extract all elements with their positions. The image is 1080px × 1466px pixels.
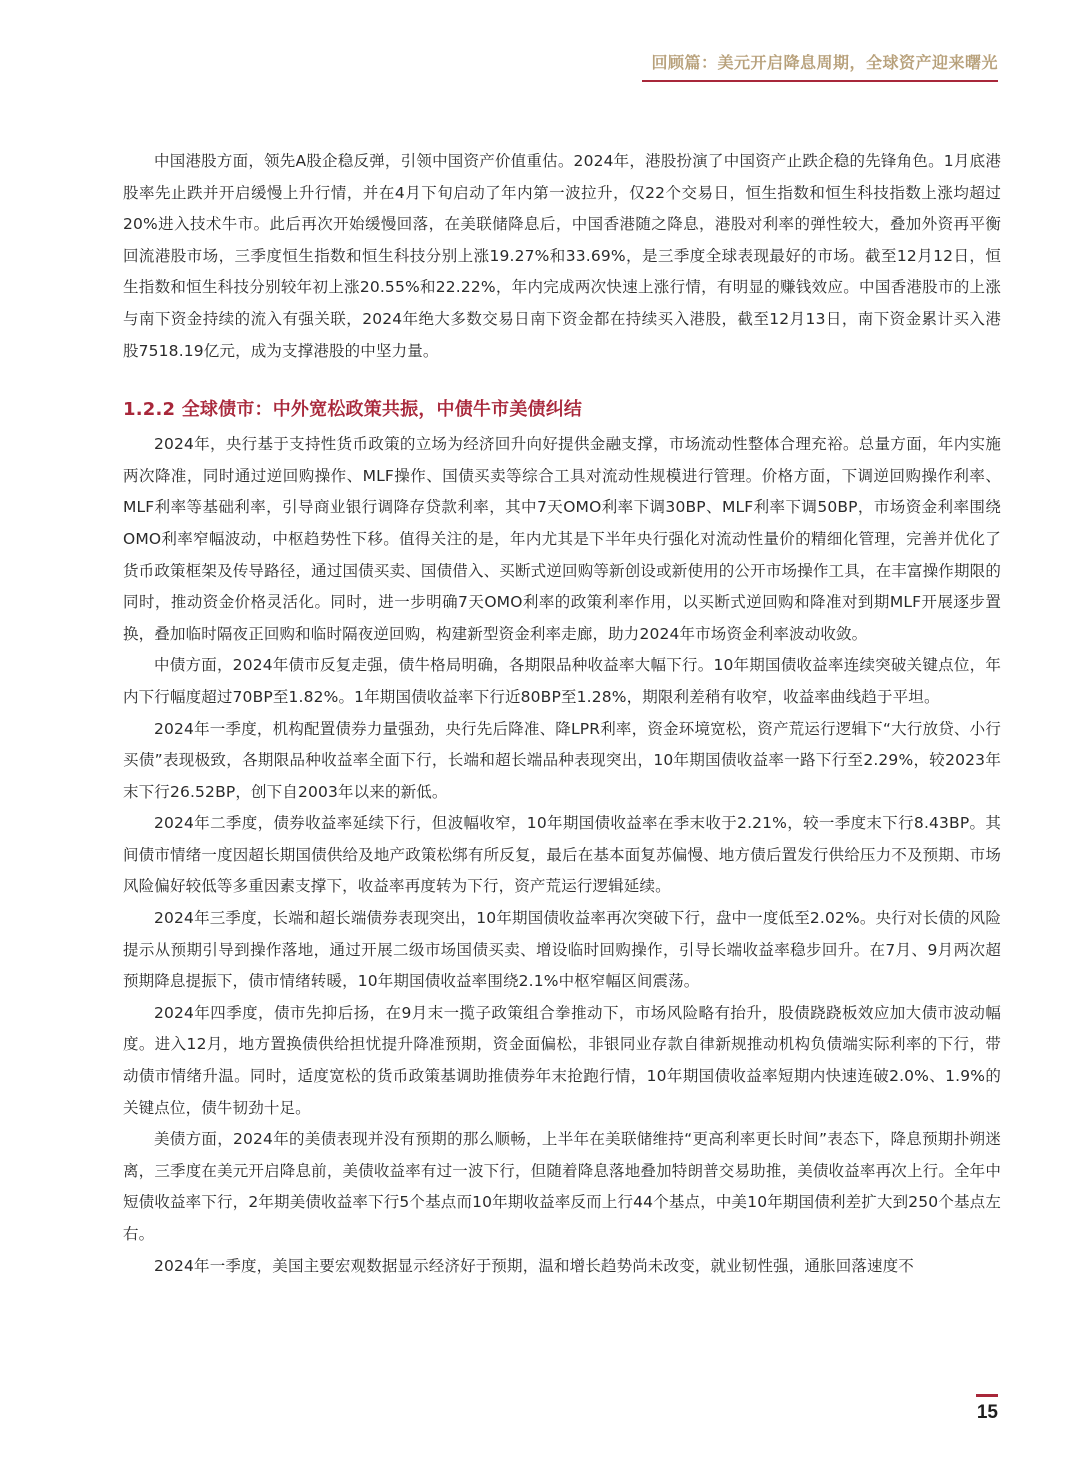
main-content <box>123 146 1001 1282</box>
paragraph-q1-2024: 2024年一季度，机构配置债券力量强劲，央行先后降准、降LPR利率，资金环境宽松，资产荒运行逻辑下“大行放贷、小行买债”表现极致，各期限品种收益率全面下行，长端和超长端品种表现突出，10年期国债收益率一路下行至2.29%，较2023年末下行26.52BP，创下自2003年以来的新低。 <box>123 719 1001 801</box>
paragraph-q2-2024: 2024年二季度，债券收益率延续下行，但波幅收窄，10年期国债收益率在季末收于2.21%，较一季度末下行8.43BP。其间债市情绪一度因超长期国债供给及地产政策松绑有所反复，最后在基本面复苏偏慢、地方债后置发行供给压力不及预期、市场风险偏好较低等多重因素支撑下，收益率再度转为下行，资产荒运行逻辑延续。 <box>123 814 1001 896</box>
paragraph-q3-2024: 2024年三季度，长端和超长端债券表现突出，10年期国债收益率再次突破下行，盘中一度低至2.02%。央行对长债的风险提示从预期引导到操作落地，通过开展二级市场国债买卖、增设临时回购操作，引导长端收益率稳步回升。在7月、9月两次超预期降息提振下，债市情绪转暖，10年期国债收益率围绕2.1%中枢窄幅区间震荡。 <box>123 909 1001 991</box>
header-title: 回顾篇：美元开启降息周期，全球资产迎来曙光 <box>651 53 998 72</box>
page-number-accent <box>976 1394 998 1397</box>
paragraph-china-bonds: 中债方面，2024年债市反复走强，债牛格局明确，各期限品种收益率大幅下行。10年期国债收益率连续突破关键点位，年内下行幅度超过70BP至1.82%。1年期国债收益率下行近80BP至1.28%，期限利差稍有收窄，收益率曲线趋于平坦。 <box>123 656 1001 706</box>
section-heading: 1.2.2 全球债市：中外宽松政策共振，中债牛市美债纠结 <box>123 399 583 421</box>
paragraph-us-treasuries: 美债方面，2024年的美债表现并没有预期的那么顺畅，上半年在美联储维持“更高利率更长时间”表态下，降息预期扑朔迷离，三季度在美元开启降息前，美债收益率有过一波下行，但随着降息落地叠加特朗普交易助推，美债收益率再次上行。全年中短债收益率下行，2年期美债收益率下行5个基点而10年期收益率反而上行44个基点，中美10年期国债利差扩大到250个基点左右。 <box>123 1130 1001 1243</box>
paragraph-us-q1-2024: 2024年一季度，美国主要宏观数据显示经济好于预期，温和增长趋势尚未改变，就业韧性强，通胀回落速度不 <box>154 1256 914 1275</box>
page-number: 15 <box>976 1402 998 1423</box>
paragraph-q4-2024: 2024年四季度，债市先抑后扬，在9月末一揽子政策组合拳推动下，市场风险略有抬升，股债跷跷板效应加大债市波动幅度。进入12月，地方置换债供给担忧提升降准预期，资金面偏松，非银同业存款自律新规推动机构负债端实际利率的下行，带动债市情绪升温。同时，适度宽松的货币政策基调助推债券年末抢跑行情，10年期国债收益率短期内快速连破2.0%、1.9%的关键点位，债牛韧劲十足。 <box>123 1003 1001 1117</box>
paragraph-hk-stocks: 中国港股方面，领先A股企稳反弹，引领中国资产价值重估。2024年，港股扮演了中国资产止跌企稳的先锋角色。1月底港股率先止跌并开启缓慢上升行情，并在4月下旬启动了年内第一波拉升，仅22个交易日，恒生指数和恒生科技指数上涨均超过20%进入技术牛市。此后再次开始缓慢回落，在美联储降息后，中国香港随之降息，港股对利率的弹性较大，叠加外资再平衡回流港股市场，三季度恒生指数和恒生科技分别上涨19.27%和33.69%，是三季度全球表现最好的市场。截至12月12日，恒生指数和恒生科技分别较年初上涨20.55%和22.22%，年内完成两次快速上涨行情，有明显的赚钱效应。中国香港股市的上涨与南下资金持续的流入有强关联，2024年绝大多数交易日南下资金都在持续买入港股，截至12月13日，南下资金累计买入港股7518.19亿元，成为支撑港股的中坚力量。 <box>123 152 1001 360</box>
header-divider <box>642 80 998 82</box>
paragraph-monetary-policy: 2024年，央行基于支持性货币政策的立场为经济回升向好提供金融支撑，市场流动性整体合理充裕。总量方面，年内实施两次降准，同时通过逆回购操作、MLF操作、国债买卖等综合工具对流动性规模进行管理。价格方面，下调逆回购操作利率、MLF利率等基础利率，引导商业银行调降存贷款利率，其中7天OMO利率下调30BP、MLF利率下调50BP，市场资金利率围绕OMO利率窄幅波动，中枢趋势性下移。值得关注的是，年内尤其是下半年央行强化对流动性量价的精细化管理，完善并优化了货币政策框架及传导路径，通过国债买卖、国债借入、买断式逆回购等新创设或新使用的公开市场操作工具，在丰富操作期限的同时，推动资金价格灵活化。同时，进一步明确7天OMO利率的政策利率作用，以买断式逆回购和降准对到期MLF开展逐步置换，叠加临时隔夜正回购和临时隔夜逆回购，构建新型资金利率走廊，助力2024年市场资金利率波动收敛。 <box>123 435 1001 643</box>
